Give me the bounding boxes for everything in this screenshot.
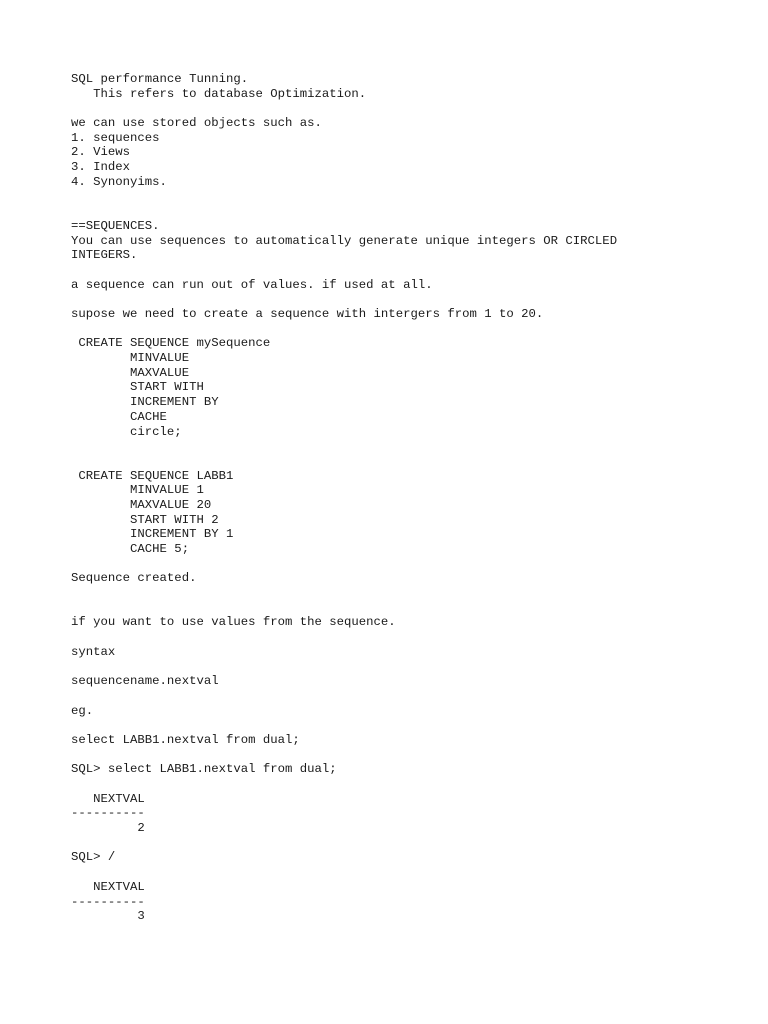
text-line: select LABB1.nextval from dual;: [71, 732, 300, 747]
text-line: INCREMENT BY: [71, 395, 219, 410]
text-line: ----------: [71, 894, 145, 909]
text-line: [71, 101, 711, 116]
text-line: [71, 660, 711, 675]
text-line: [71, 439, 711, 454]
text-line: eg.: [71, 703, 94, 718]
text-line: 2. Views: [71, 145, 131, 160]
text-line: [71, 689, 711, 704]
text-line: CREATE SEQUENCE LABB1: [71, 468, 234, 483]
text-line: [71, 748, 711, 763]
text-line: [71, 263, 711, 278]
text-line: 1. sequences: [71, 130, 160, 145]
text-line: 4. Synonyims.: [71, 174, 167, 189]
text-line: a sequence can run out of values. if used at all.: [71, 277, 433, 292]
text-line: [71, 322, 711, 337]
text-line: CACHE 5;: [71, 542, 190, 556]
text-line: INTEGERS.: [71, 248, 138, 263]
text-line: [71, 718, 711, 733]
text-line: syntax: [71, 644, 116, 659]
text-line: 2: [71, 821, 145, 836]
text-line: SQL> /: [71, 850, 116, 865]
text-line: circle;: [71, 424, 182, 439]
text-line: START WITH: [71, 380, 204, 395]
text-line: [71, 557, 711, 572]
text-line: This refers to database Optimization.: [71, 86, 367, 101]
text-line: [71, 630, 711, 645]
text-line: 3: [71, 909, 145, 924]
text-line: MAXVALUE: [71, 365, 190, 380]
text-line: START WITH 2: [71, 512, 219, 527]
text-line: [71, 190, 711, 205]
text-line: MINVALUE 1: [71, 483, 204, 498]
text-line: 3. Index: [71, 160, 131, 175]
text-line: MINVALUE: [71, 351, 190, 366]
text-line: NEXTVAL: [71, 791, 145, 806]
text-line: [71, 292, 711, 307]
text-line: we can use stored objects such as.: [71, 116, 322, 131]
text-line: [71, 204, 711, 219]
text-line: NEXTVAL: [71, 879, 145, 894]
text-line: [71, 865, 711, 880]
text-line: [71, 601, 711, 616]
text-line: [71, 586, 711, 601]
text-line: You can use sequences to automatically generate unique integers OR CIRCLED: [71, 233, 618, 248]
text-line: ==SEQUENCES.: [71, 218, 160, 233]
text-line: CACHE: [71, 409, 167, 424]
text-line: CREATE SEQUENCE mySequence: [71, 336, 271, 351]
text-line: MAXVALUE 20: [71, 497, 212, 512]
document-body: [71, 72, 711, 924]
text-line: Sequence created.: [71, 571, 197, 586]
text-line: [71, 454, 711, 469]
text-line: ----------: [71, 806, 145, 821]
text-line: [71, 777, 711, 792]
text-line: sequencename.nextval: [71, 674, 219, 689]
text-line: if you want to use values from the sequence.: [71, 615, 396, 630]
text-line: SQL performance Tunning.: [71, 72, 249, 86]
text-line: SQL> select LABB1.nextval from dual;: [71, 762, 337, 777]
text-line: [71, 836, 711, 851]
text-line: supose we need to create a sequence with intergers from 1 to 20.: [71, 307, 544, 321]
text-line: INCREMENT BY 1: [71, 527, 234, 542]
